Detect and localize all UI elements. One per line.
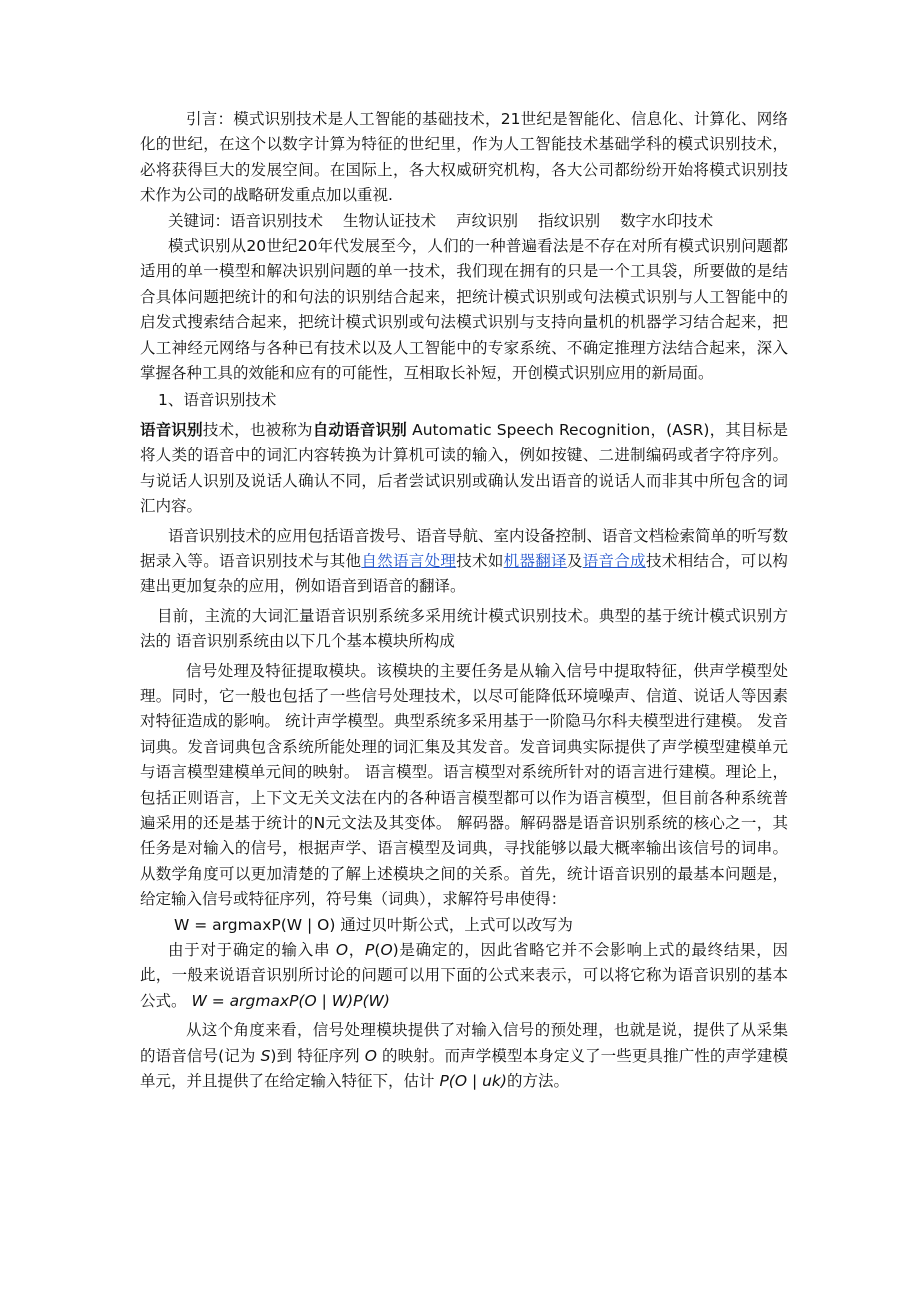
intro-paragraph: 引言：模式识别技术是人工智能的基础技术，21世纪是智能化、信息化、计算化、网络化的世纪，在这个以数字计算为特征的世纪里，作为人工智能技术基础学科的模式识别技术，必将获得巨大的发展空间。在国际上，各大权威研究机构，各大公司都纷纷开始将模式识别技术作为公司的战略研发重点加以重视. <box>140 110 788 205</box>
bayes-paragraph: 由于对于确定的输入串 O，P(O)是确定的，因此省略它并不会影响上式的最终结果，因此，一般来说语音识别所讨论的问题可以用下面的公式来表示，可以将它称为语音识别的基本公式。 W = argmaxP(O | W)P(W) <box>140 941 788 1010</box>
link-natural-language-processing[interactable]: 自然语言处理 <box>361 551 457 570</box>
term-automatic-speech-recognition: 自动语音识别 <box>312 420 407 439</box>
closing-paragraph: 从这个角度来看，信号处理模块提供了对输入信号的预处理，也就是说，提供了从采集的语音信号(记为 S)到 特征序列 O 的映射。而声学模型本身定义了一些更具推广性的声学建模单元，并且提供了在给定输入特征下，估计 P(O | uk)的方法。 <box>140 1021 788 1091</box>
keyword: 生物认证技术 <box>343 211 437 230</box>
keyword: 语音识别技术 <box>230 211 324 230</box>
keyword: 声纹识别 <box>456 211 519 230</box>
section-heading: 1、语音识别技术 <box>158 391 277 410</box>
modules-paragraph: 信号处理及特征提取模块。该模块的主要任务是从输入信号中提取特征，供声学模型处理。同时，它一般也包括了一些信号处理技术，以尽可能降低环境噪声、信道、说话人等因素对特征造成的影响。 统计声学模型。典型系统多采用基于一阶隐马尔科夫模型进行建模。 发音词典。发音词典包含系统所能处理的词汇集及其发音。发音词典实际提供了声学模型建模单元与语言模型建模单元间的映射。 语言模型。语言模型对系统所针对的语言进行建模。理论上，包括正则语言，上下文无关文法在内的各种语言模型都可以作为语言模型，但目前各种系统普遍采用的还是基于统计的N元文法及其变体。 解码器。解码器是语音识别系统的核心之一，其任务是对输入的信号，根据声学、语言模型及词典，寻找能够以最大概率输出该信号的词串。 从数学角度可以更加清楚的了解上述模块之间的关系。首先，统计语音识别的最基本问题是，给定输入信号或特征序列，符号集（词典），求解符号串使得： <box>140 661 788 909</box>
keywords-line <box>140 209 788 234</box>
formula-3: P(O | uk) <box>439 1072 507 1091</box>
keywords-label: 关键词： <box>168 211 231 230</box>
document-page <box>140 107 788 1094</box>
link-machine-translation[interactable]: 机器翻译 <box>503 551 567 570</box>
link-speech-synthesis[interactable]: 语音合成 <box>582 551 646 570</box>
keyword: 指纹识别 <box>538 211 601 230</box>
formula-1: W = argmaxP(W | O) <box>174 915 336 934</box>
formula-line-1: W = argmaxP(W | O) 通过贝叶斯公式，上式可以改写为 <box>174 915 573 934</box>
pattern-recognition-paragraph: 模式识别从20世纪20年代发展至今，人们的一种普遍看法是不存在对所有模式识别问题都适用的单一模型和解决识别问题的单一技术，我们现在拥有的只是一个工具袋，所要做的是结合具体问题把统计的和句法的识别结合起来，把统计模式识别或句法模式识别与人工智能中的启发式搜索结合起来，把统计模式识别或句法模式识别与支持向量机的机器学习结合起来，把人工神经元网络与各种已有技术以及人工智能中的专家系统、不确定推理方法结合起来，深入掌握各种工具的效能和应有的可能性，互相取长补短，开创模式识别应用的新局面。 <box>140 237 788 383</box>
applications-paragraph: 语音识别技术的应用包括语音拨号、语音导航、室内设备控制、语音文档检索简单的听写数据录入等。语音识别技术与其他自然语言处理技术如机器翻译及语音合成技术相结合，可以构建出更加复杂的应用，例如语音到语音的翻译。 <box>140 526 789 596</box>
term-speech-recognition: 语音识别 <box>140 420 203 439</box>
mainstream-paragraph: 目前，主流的大词汇量语音识别系统多采用统计模式识别技术。典型的基于统计模式识别方法的 语音识别系统由以下几个基本模块所构成 <box>140 606 788 651</box>
keyword: 数字水印技术 <box>620 211 714 230</box>
formula-2: W = argmaxP(O | W)P(W) <box>191 991 390 1010</box>
asr-paragraph: 语音识别技术，也被称为自动语音识别 Automatic Speech Recognition，(ASR)，其目标是将人类的语音中的词汇内容转换为计算机可读的输入，例如按键、二进制编码或者字符序列。与说话人识别及说话人确认不同，后者尝试识别或确认发出语音的说话人而非其中所包含的词汇内容。 <box>140 420 788 516</box>
